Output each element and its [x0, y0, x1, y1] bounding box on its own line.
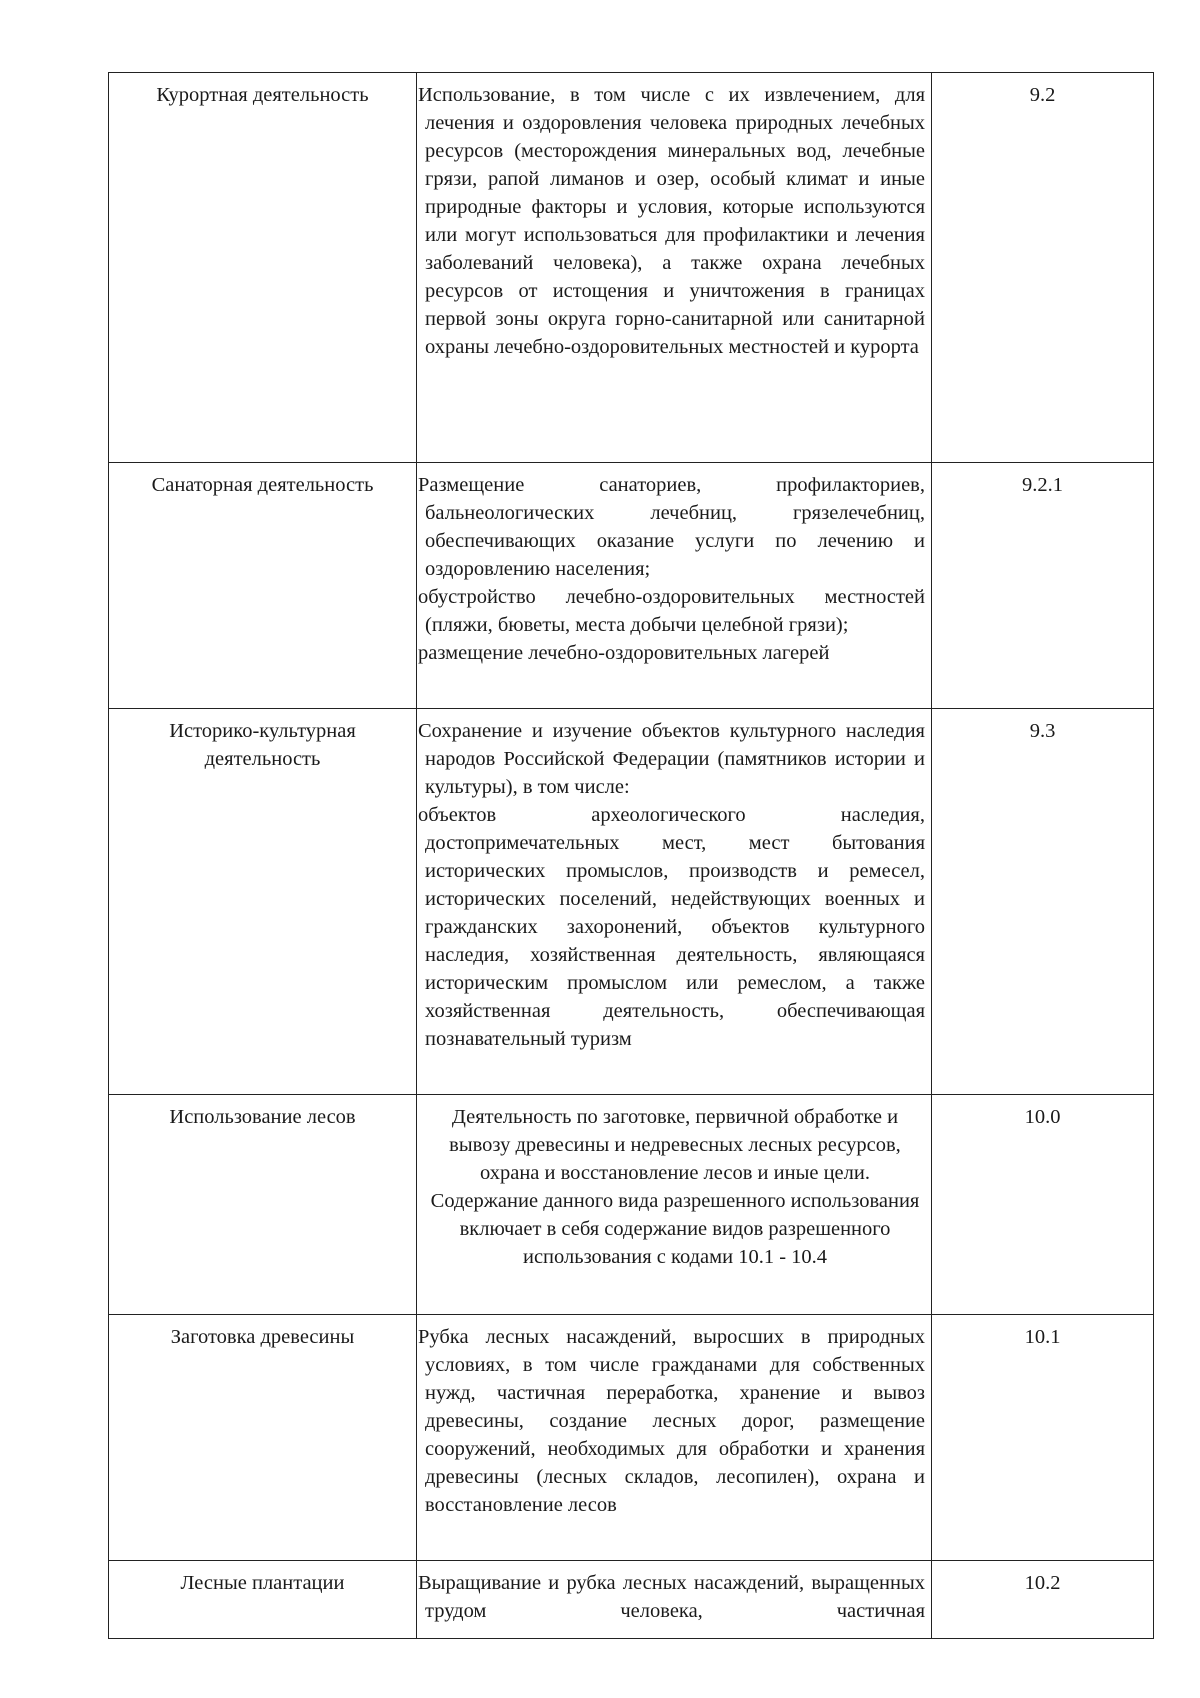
table-row — [109, 1315, 1154, 1561]
use-code-cell: 10.0 — [932, 1095, 1154, 1315]
table-row — [109, 1095, 1154, 1315]
use-description-cell — [417, 1095, 932, 1315]
use-code-cell: 9.2 — [932, 73, 1154, 463]
use-name-cell: Историко-культурная деятельность — [109, 709, 417, 1095]
use-code-cell: 10.1 — [932, 1315, 1154, 1561]
use-name-cell: Санаторная деятельность — [109, 463, 417, 709]
use-description-cell — [417, 1561, 932, 1639]
description-paragraph: Выращивание и рубка лесных насаждений, выращенных трудом человека, частичная — [418, 1572, 925, 1622]
use-description-cell — [417, 709, 932, 1095]
use-name-cell: Заготовка древесины — [109, 1315, 417, 1561]
use-description-cell — [417, 73, 932, 463]
use-name-cell: Курортная деятельность — [109, 73, 417, 463]
use-name-cell: Лесные плантации — [109, 1561, 417, 1639]
use-code-cell: 9.3 — [932, 709, 1154, 1095]
description-paragraph: Использование, в том числе с их извлечением, для лечения и оздоровления человека природных лечебных ресурсов (месторождения минеральных вод, лечебные грязи, рапой лиманов и озер, особый климат и иные природные факторы и условия, которые используются или могут использоваться для профилактики и лечения заболеваний человека), а также охрана лечебных ресурсов от истощения и уничтожения в границах первой зоны округа горно-санитарной или санитарной охраны лечебно-оздоровительных местностей и курорта — [418, 84, 925, 358]
description-paragraph: Деятельность по заготовке, первичной обработке и вывозу древесины и недревесных лесных ресурсов, охрана и восстановление лесов и иные цели. Содержание данного вида разрешенного использования включает в себя содержание видов разрешенного использования с кодами 10.1 - 10.4 — [430, 1106, 920, 1268]
use-code-cell: 10.2 — [932, 1561, 1154, 1639]
table-row — [109, 709, 1154, 1095]
table-row — [109, 73, 1154, 463]
description-paragraph: Сохранение и изучение объектов культурного наследия народов Российской Федерации (памятников истории и культуры), в том числе: — [418, 720, 925, 798]
use-name-cell: Использование лесов — [109, 1095, 417, 1315]
use-description-cell — [417, 463, 932, 709]
description-paragraph: объектов археологического наследия, достопримечательных мест, мест бытования исторических промыслов, производств и ремесел, исторических поселений, недействующих военных и гражданских захоронений, объектов культурного наследия, хозяйственная деятельность, являющаяся историческим промыслом или ремеслом, а также хозяйственная деятельность, обеспечивающая познавательный туризм — [418, 804, 925, 1050]
description-paragraph: Рубка лесных насаждений, выросших в природных условиях, в том числе гражданами для собственных нужд, частичная переработка, хранение и вывоз древесины, создание лесных дорог, размещение сооружений, необходимых для обработки и хранения древесины (лесных складов, лесопилен), охрана и восстановление лесов — [418, 1326, 925, 1516]
land-use-table — [108, 72, 1154, 1639]
description-paragraph: обустройство лечебно-оздоровительных местностей (пляжи, бюветы, места добычи целебной грязи); — [418, 586, 925, 636]
table-row — [109, 463, 1154, 709]
use-code-cell: 9.2.1 — [932, 463, 1154, 709]
description-paragraph: Размещение санаториев, профилакториев, бальнеологических лечебниц, грязелечебниц, обеспечивающих оказание услуги по лечению и оздоровлению населения; — [418, 474, 925, 580]
use-description-cell — [417, 1315, 932, 1561]
table-row — [109, 1561, 1154, 1639]
description-paragraph: размещение лечебно-оздоровительных лагерей — [418, 642, 830, 664]
